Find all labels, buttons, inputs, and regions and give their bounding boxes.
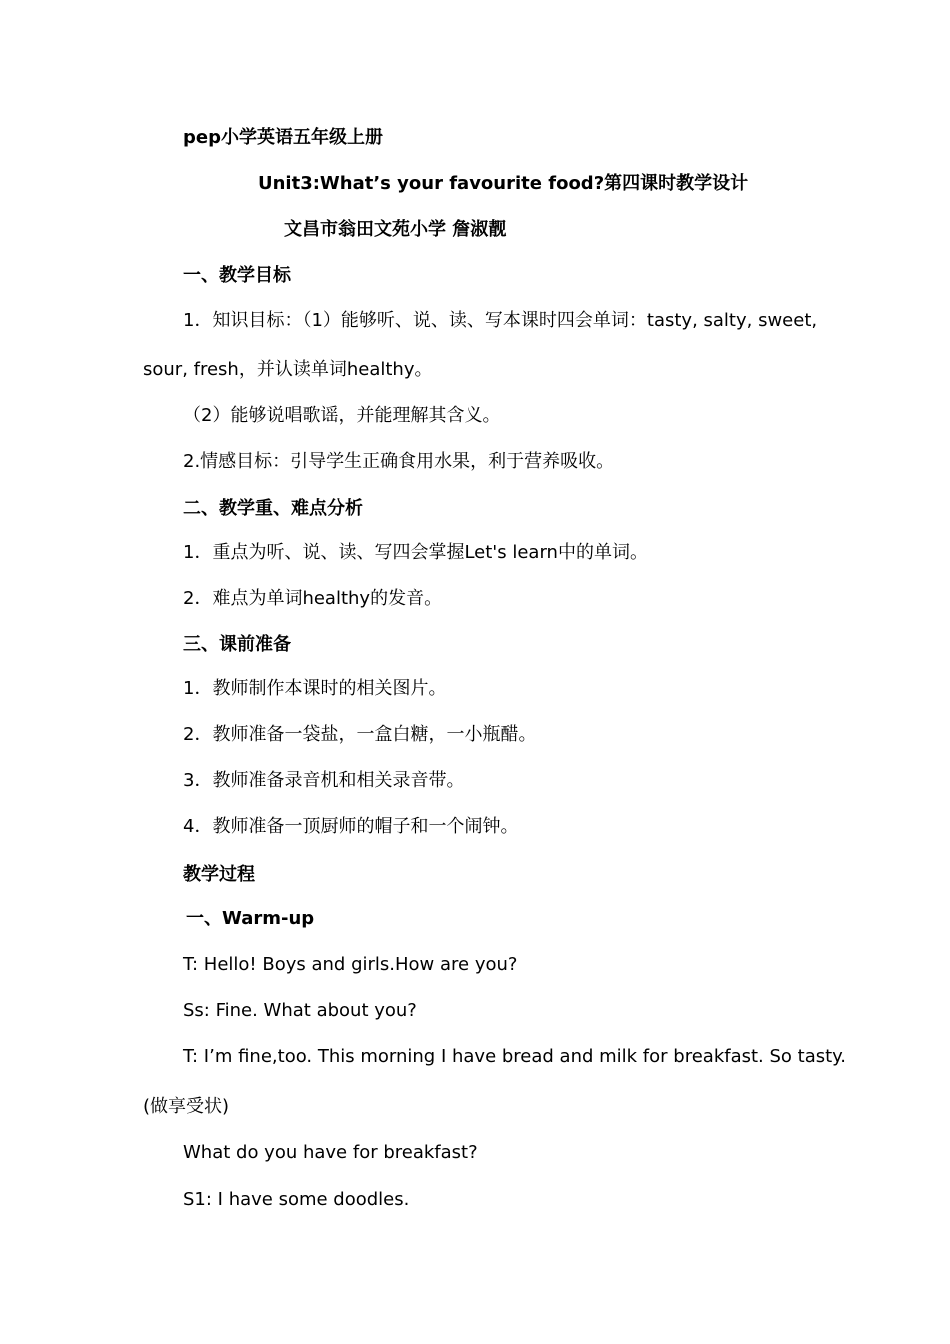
preparation-item-3: 3．教师准备录音机和相关录音带。 xyxy=(183,770,465,791)
unit-title: Unit3:What’s your favourite food?第四课时教学设计 xyxy=(258,173,749,194)
dialogue-line-3-continued: (做享受状) xyxy=(143,1096,230,1117)
key-point-1: 1．重点为听、说、读、写四会掌握Let's learn中的单词。 xyxy=(183,542,648,563)
dialogue-line-2: Ss: Fine. What about you? xyxy=(183,1000,417,1021)
objective-knowledge-line1: 1．知识目标：（1）能够听、说、读、写本课时四会单词：tasty, salty, sweet, xyxy=(183,310,818,331)
dialogue-line-4: What do you have for breakfast? xyxy=(183,1142,478,1163)
book-title: pep小学英语五年级上册 xyxy=(183,127,383,148)
section-heading-process: 教学过程 xyxy=(183,864,255,885)
preparation-item-1: 1．教师制作本课时的相关图片。 xyxy=(183,678,447,699)
objective-knowledge-sub2: （2）能够说唱歌谣，并能理解其含义。 xyxy=(183,405,501,426)
section-heading-preparation: 三、课前准备 xyxy=(183,634,291,655)
author-line: 文昌市翁田文苑小学 詹淑靓 xyxy=(284,219,507,240)
preparation-item-2: 2．教师准备一袋盐，一盒白糖，一小瓶醋。 xyxy=(183,724,537,745)
objective-emotion: 2.情感目标：引导学生正确食用水果，利于营养吸收。 xyxy=(183,451,615,472)
dialogue-line-3: T: I’m fine,too. This morning I have bread and milk for breakfast. So tasty. xyxy=(183,1046,846,1067)
warmup-heading: 一、Warm-up xyxy=(186,908,315,929)
objective-knowledge-line2: sour, fresh，并认读单词healthy。 xyxy=(143,359,433,380)
section-heading-objectives: 一、教学目标 xyxy=(183,265,291,286)
section-heading-key-points: 二、教学重、难点分析 xyxy=(183,498,363,519)
key-point-2: 2．难点为单词healthy的发音。 xyxy=(183,588,443,609)
preparation-item-4: 4．教师准备一顶厨师的帽子和一个闹钟。 xyxy=(183,816,519,837)
dialogue-line-1: T: Hello! Boys and girls.How are you? xyxy=(183,954,518,975)
dialogue-line-5: S1: I have some doodles. xyxy=(183,1189,410,1210)
